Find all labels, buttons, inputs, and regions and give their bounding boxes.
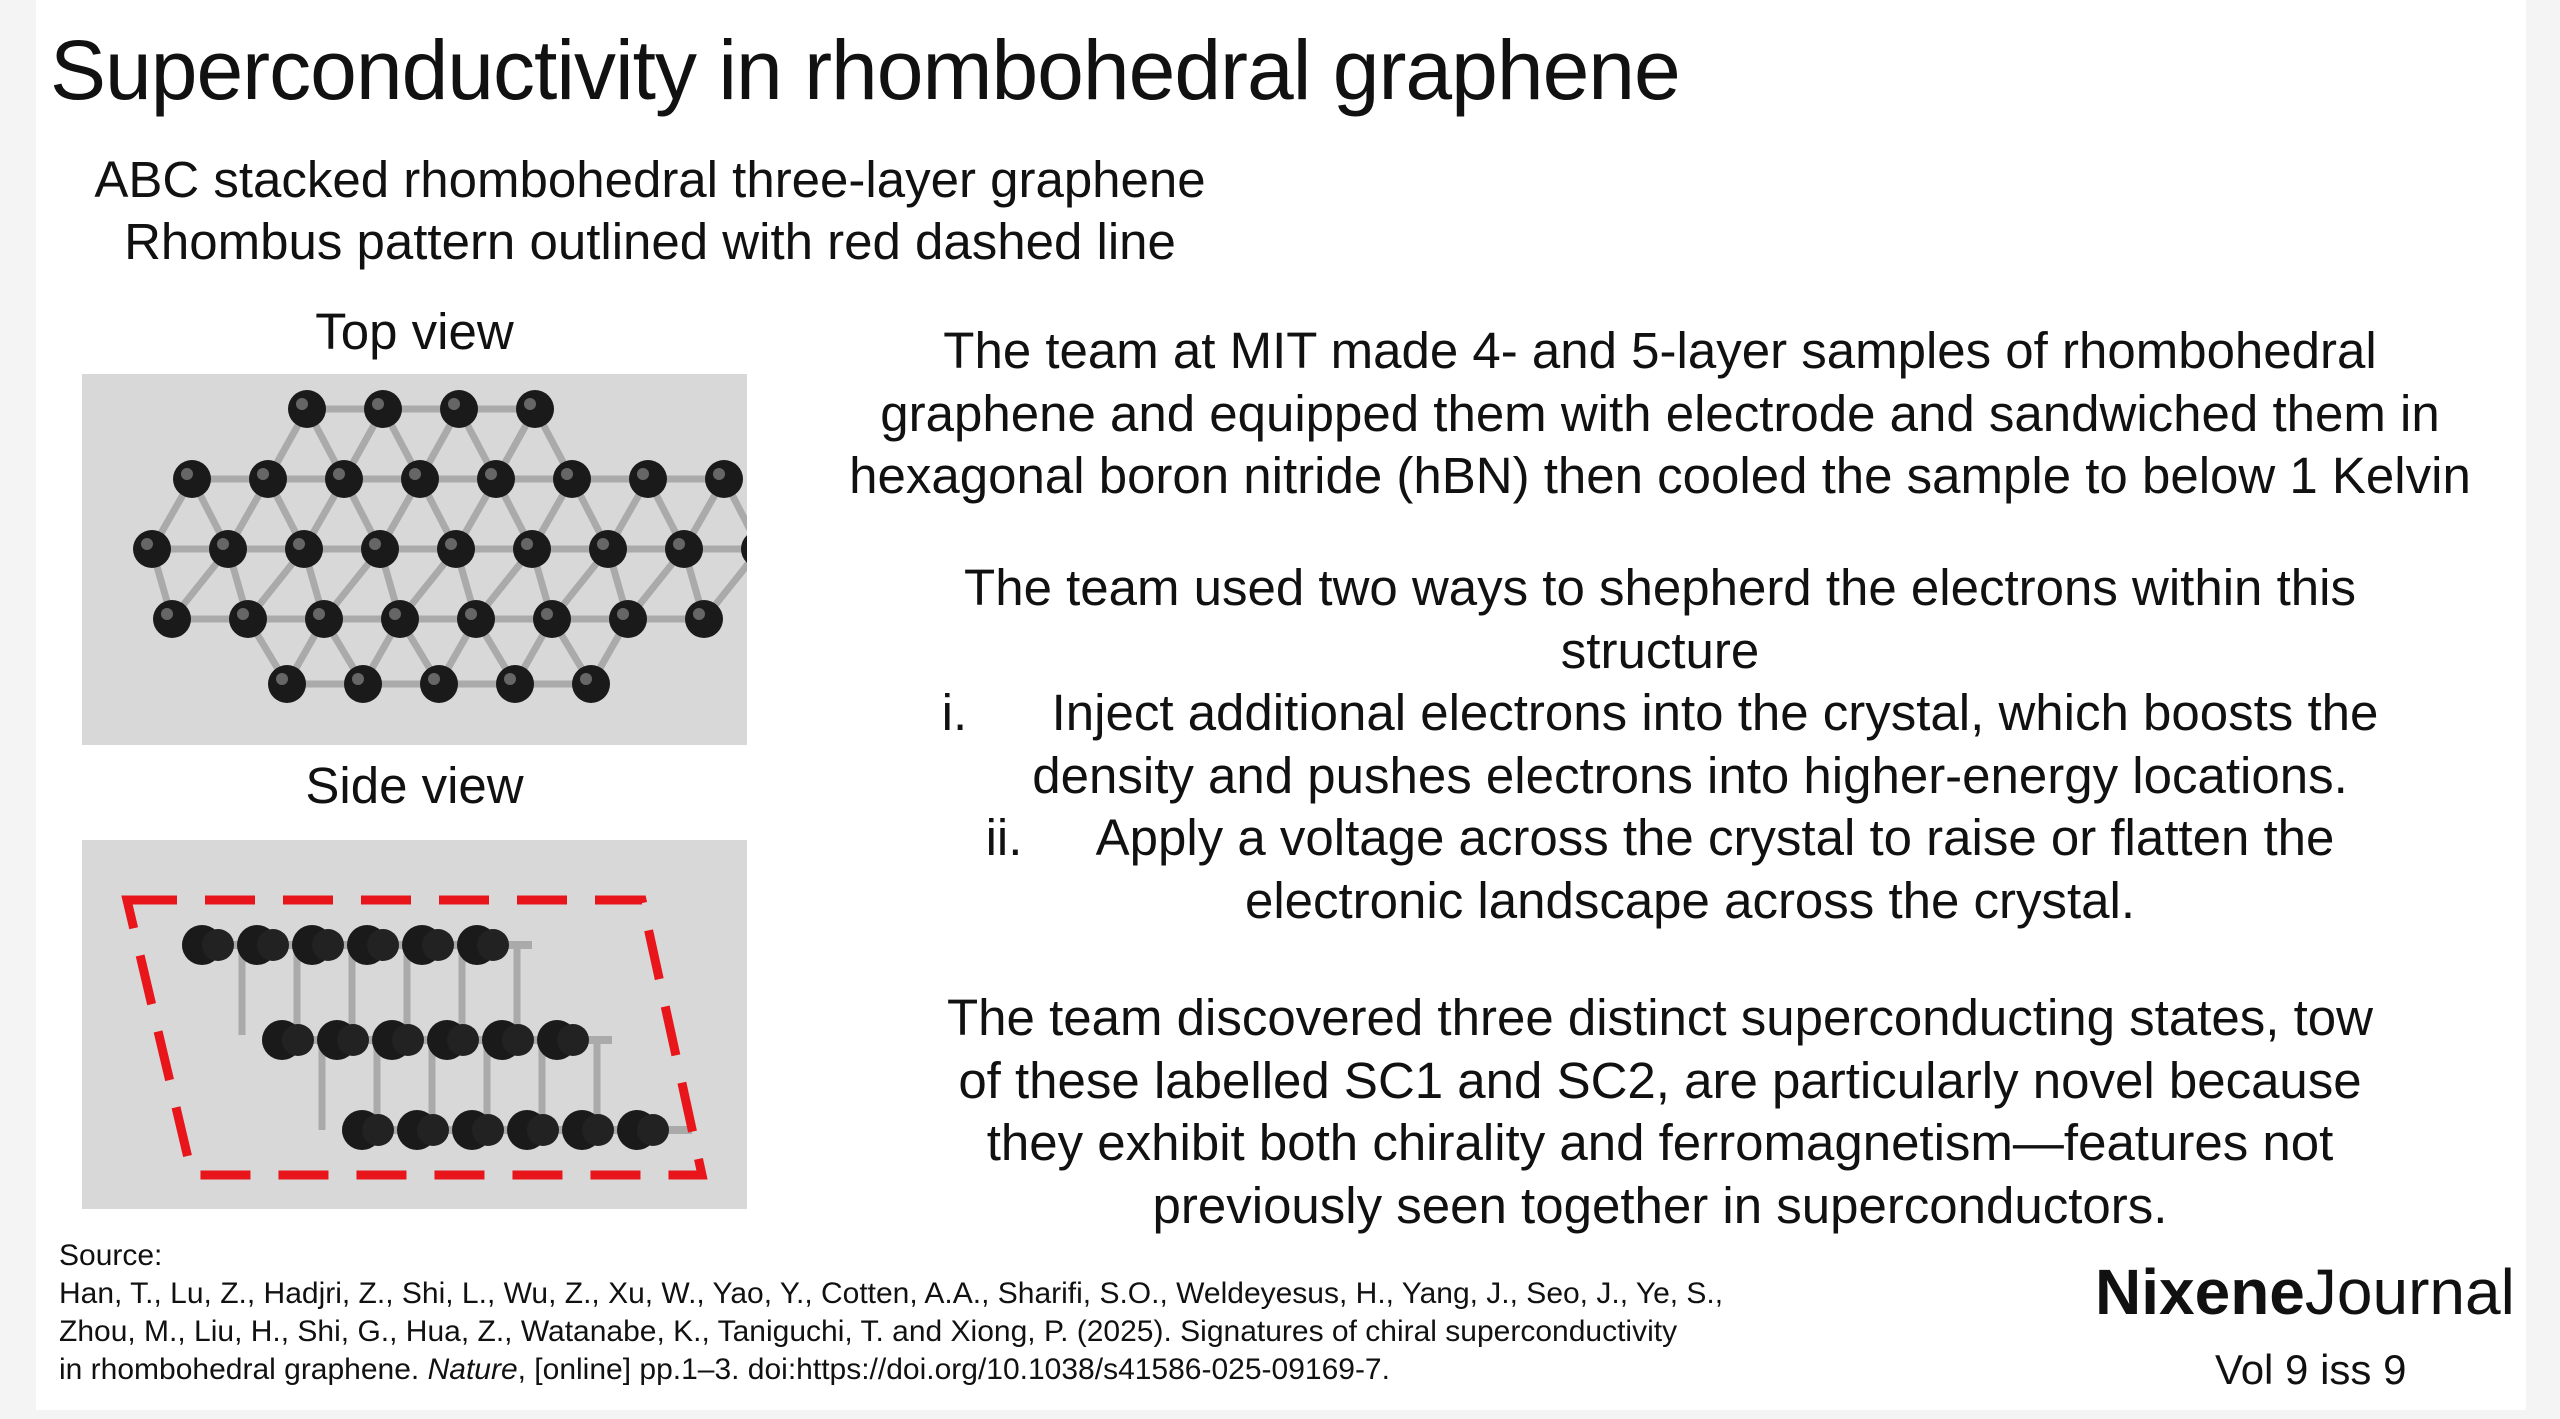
brand-light: Journal (2304, 1256, 2515, 1328)
atom-highlight (617, 608, 629, 620)
atom (685, 600, 723, 638)
atom (312, 929, 344, 961)
atom-highlight (580, 673, 592, 685)
text-line: structure (1560, 621, 1760, 679)
text-line: previously seen together in superconductors. (1152, 1176, 2168, 1234)
graphene-side-view-model (82, 840, 747, 1209)
text-line: The team used two ways to shepherd the electrons within this (964, 559, 2356, 616)
atom-highlight (313, 608, 325, 620)
atom (589, 530, 627, 568)
atom (305, 600, 343, 638)
list-item (790, 682, 2530, 745)
atom (133, 530, 171, 568)
atom (472, 1114, 504, 1146)
citation-line: Han, T., Lu, Z., Hadjri, Z., Shi, L., Wu, Z., Xu, W., Yao, Y., Cotten, A.A., Sharifi, S.O., Weldeyesus, H., Yang, J., Seo, J., Ye, S., (59, 1277, 1724, 1310)
atom (557, 1024, 589, 1056)
atom (477, 460, 515, 498)
brand-bold: Nixene (2095, 1256, 2305, 1328)
atom (420, 665, 458, 703)
atom (153, 600, 191, 638)
atom (392, 1024, 424, 1056)
atom-highlight (713, 468, 725, 480)
atom (268, 665, 306, 703)
paragraph-methods (790, 557, 2530, 932)
atom (665, 530, 703, 568)
atom-highlight (693, 608, 705, 620)
atom (361, 530, 399, 568)
atom (288, 390, 326, 428)
text-line: Apply a voltage across the crystal to raise or flatten the (1095, 809, 2335, 866)
atom (401, 460, 439, 498)
atom-highlight (369, 538, 381, 550)
atom-highlight (485, 468, 497, 480)
list-number: i. (941, 684, 968, 741)
subtitle-line-2: Rhombus pattern outlined with red dashed line (124, 213, 1176, 270)
atom-highlight (445, 538, 457, 550)
list-item (790, 807, 2530, 870)
atom (367, 929, 399, 961)
atom (477, 929, 509, 961)
atom (257, 929, 289, 961)
paragraph-sample-preparation (790, 320, 2530, 508)
atom (582, 1114, 614, 1146)
atom-highlight (217, 538, 229, 550)
atom-highlight (372, 398, 384, 410)
atom (553, 460, 591, 498)
atom-highlight (448, 398, 460, 410)
atom-highlight (237, 608, 249, 620)
atom-highlight (161, 608, 173, 620)
atom-highlight (276, 673, 288, 685)
atom-highlight (673, 538, 685, 550)
atom (417, 1114, 449, 1146)
source-citation (59, 1237, 1723, 1389)
atom-highlight (409, 468, 421, 480)
text-line: Inject additional electrons into the crystal, which boosts the (1051, 684, 2379, 741)
atom-highlight (293, 538, 305, 550)
page-title: Superconductivity in rhombohedral graphene (50, 23, 1680, 117)
citation-doi: , [online] pp.1–3. doi:https://doi.org/10.1038/s41586-025-09169-7. (517, 1353, 1390, 1386)
atom-highlight (597, 538, 609, 550)
atom-highlight (504, 673, 516, 685)
atom (609, 600, 647, 638)
citation-line: Zhou, M., Liu, H., Shi, G., Hua, Z., Watanabe, K., Taniguchi, T. and Xiong, P. (2025). Signatures of chiral superconductivity (59, 1315, 1678, 1348)
atom (533, 600, 571, 638)
atom (344, 665, 382, 703)
text-line: electronic landscape across the crystal. (1244, 871, 2136, 929)
side-view-image (82, 840, 747, 1209)
atom (440, 390, 478, 428)
atom (229, 600, 267, 638)
atom-highlight (521, 538, 533, 550)
brand-logo (2095, 1255, 2515, 1329)
issue-label: Vol 9 iss 9 (2215, 1346, 2407, 1393)
citation-line (59, 1351, 1723, 1389)
atom-highlight (257, 468, 269, 480)
atom (202, 929, 234, 961)
atom-highlight (296, 398, 308, 410)
text-line: hexagonal boron nitride (hBN) then cooled the sample to below 1 Kelvin (849, 447, 2471, 504)
graphene-top-view-model (82, 374, 747, 745)
atom (502, 1024, 534, 1056)
atom (285, 530, 323, 568)
atom (422, 929, 454, 961)
atom (362, 1114, 394, 1146)
atom (364, 390, 402, 428)
atom (447, 1024, 479, 1056)
text-line: The team at MIT made 4- and 5-layer samples of rhombohedral (943, 322, 2377, 379)
atom-highlight (352, 673, 364, 685)
atom (457, 600, 495, 638)
atom-highlight (465, 608, 477, 620)
atom (337, 1024, 369, 1056)
atom (173, 460, 211, 498)
source-label: Source: (59, 1239, 163, 1272)
atom (513, 530, 551, 568)
side-view-caption: Side view (305, 757, 524, 814)
atom-highlight (181, 468, 193, 480)
atom-highlight (561, 468, 573, 480)
atom-highlight (428, 673, 440, 685)
atom (516, 390, 554, 428)
atom-highlight (141, 538, 153, 550)
atom (527, 1114, 559, 1146)
atom (209, 530, 247, 568)
atom (637, 1114, 669, 1146)
atom (325, 460, 363, 498)
atom (381, 600, 419, 638)
list-number: ii. (985, 809, 1023, 866)
atom (249, 460, 287, 498)
top-view-image (82, 374, 747, 745)
atom (629, 460, 667, 498)
text-line: graphene and equipped them with electrode and sandwiched them in (880, 384, 2440, 442)
subtitle-line-1: ABC stacked rhombohedral three-layer graphene (94, 151, 1206, 208)
atom (496, 665, 534, 703)
text-line: The team discovered three distinct superconducting states, tow (947, 989, 2373, 1046)
atom (282, 1024, 314, 1056)
text-line: density and pushes electrons into higher-energy locations. (1032, 746, 2348, 804)
atom (437, 530, 475, 568)
text-line: they exhibit both chirality and ferromagnetism—features not (986, 1114, 2334, 1171)
atom-highlight (333, 468, 345, 480)
atom (572, 665, 610, 703)
journal-name: Nature (427, 1353, 518, 1386)
citation-text: in rhombohedral graphene. (59, 1353, 428, 1386)
atom-highlight (524, 398, 536, 410)
atom-highlight (541, 608, 553, 620)
atom-highlight (389, 608, 401, 620)
top-view-caption: Top view (315, 303, 514, 360)
atom (705, 460, 743, 498)
paragraph-discovery (790, 987, 2530, 1237)
atom-highlight (637, 468, 649, 480)
text-line: of these labelled SC1 and SC2, are particularly novel because (958, 1051, 2362, 1109)
